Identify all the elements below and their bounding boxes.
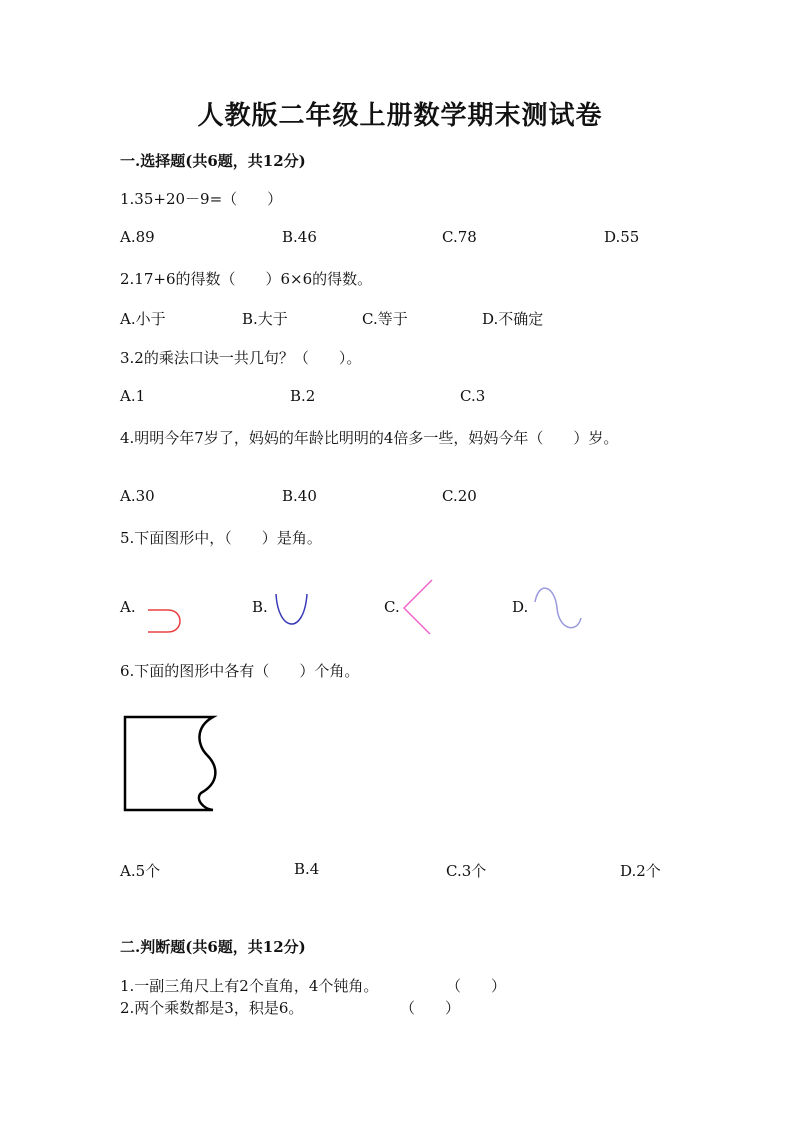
option-2c: C.等于 [362, 310, 408, 328]
open-curve-shape-a [146, 606, 186, 636]
question-5: 5.下面图形中，（ ）是角。 [120, 529, 322, 547]
option-1d: D.55 [604, 228, 640, 246]
option-6c: C.3个 [446, 862, 487, 880]
option-5d: D. [512, 598, 529, 616]
question-4: 4.明明今年7岁了，妈妈的年龄比明明的4倍多一些，妈妈今年（ ）岁。 [120, 429, 619, 447]
option-4a: A.30 [120, 487, 155, 505]
option-5a: A. [120, 598, 136, 616]
judgment-question-2: 2.两个乘数都是3，积是6。 [120, 999, 304, 1017]
option-3c: C.3 [460, 387, 486, 405]
option-3b: B.2 [290, 387, 316, 405]
question-2: 2.17+6的得数（ ）6×6的得数。 [120, 270, 373, 288]
section-heading-choice: 一.选择题(共6题，共12分) [120, 152, 306, 170]
section-heading-judgment: 二.判断题(共6题，共12分) [120, 938, 306, 956]
option-5c: C. [384, 598, 400, 616]
option-6d: D.2个 [620, 862, 661, 880]
judgment-question-1: 1.一副三角尺上有2个直角，4个钝角。 [120, 977, 379, 995]
wave-shape-d [533, 584, 583, 634]
square-with-wavy-side-figure [123, 715, 223, 815]
option-1b: B.46 [282, 228, 317, 246]
option-1a: A.89 [120, 228, 155, 246]
option-1c: C.78 [442, 228, 477, 246]
option-2d: D.不确定 [482, 310, 544, 328]
judgment-answer-paren-1: （ ） [446, 977, 507, 995]
option-6a: A.5个 [120, 862, 161, 880]
option-3a: A.1 [120, 387, 146, 405]
angle-shape-c [402, 578, 438, 634]
option-2a: A.小于 [120, 310, 166, 328]
question-6: 6.下面的图形中各有（ ）个角。 [120, 662, 360, 680]
page-title: 人教版二年级上册数学期末测试卷 [197, 101, 603, 131]
option-4c: C.20 [442, 487, 477, 505]
question-1: 1.35+20－9=（ ） [120, 190, 283, 208]
option-4b: B.40 [282, 487, 317, 505]
judgment-answer-paren-2: （ ） [400, 999, 461, 1017]
option-6b: B.4 [294, 860, 320, 878]
option-5b: B. [252, 598, 268, 616]
parabola-shape-b [272, 592, 312, 632]
question-3: 3.2的乘法口诀一共几句？（ ）。 [120, 349, 362, 367]
option-2b: B.大于 [242, 310, 288, 328]
